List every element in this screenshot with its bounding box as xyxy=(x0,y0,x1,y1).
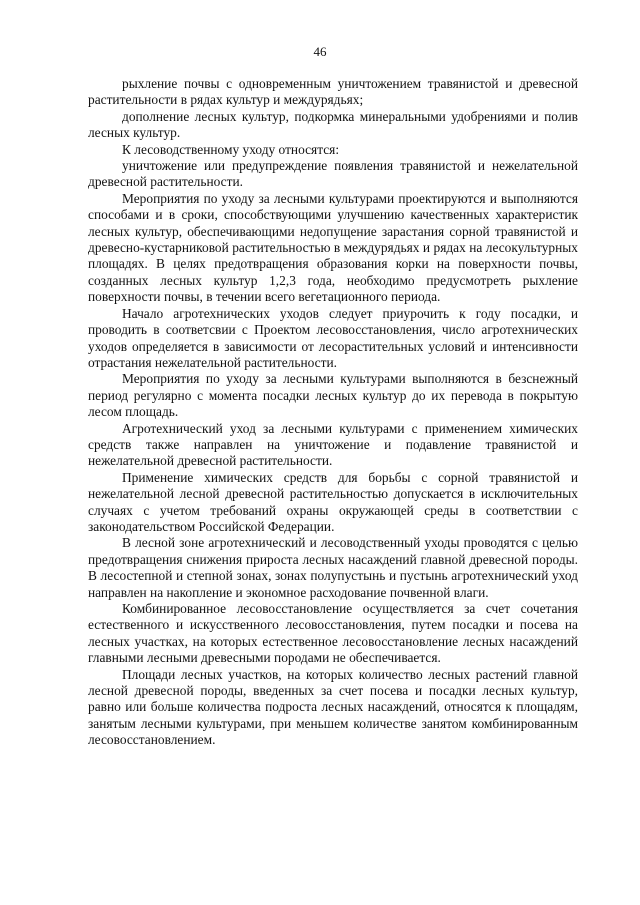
paragraph: Агротехнический уход за лесными культурами с применением химических средств также направлен на уничтожение и подавление травянистой и нежелательной древесной растительности. xyxy=(88,420,578,469)
paragraph: Начало агротехнических уходов следует приурочить к году посадки, и проводить в соответсвии с Проектом лесовосстановления, число агротехнических уходов определяется в зависимости от лесорастительных условий и интенсивности отрастания нежелательной растительности. xyxy=(88,305,578,370)
paragraph: Площади лесных участков, на которых количество лесных растений главной лесной древесной породы, введенных за счет посева и посадки лесных культур, равно или больше количества подроста лесных насаждений, относятся к площадям, занятым лесными культурами, при меньшем количестве занятом комбинированным лесовосстановлением. xyxy=(88,666,578,748)
paragraph: дополнение лесных культур, подкормка минеральными удобрениями и полив лесных культур. xyxy=(88,108,578,141)
paragraph: В лесной зоне агротехнический и лесоводственный уходы проводятся с целью предотвращения снижения прироста лесных насаждений главной древесной породы. В лесостепной и степной зонах, зонах полупустынь и пустынь агротехнический уход направлен на накопление и экономное расходование почвенной влаги. xyxy=(88,535,578,600)
paragraph: Мероприятия по уходу за лесными культурами проектируются и выполняются способами и в сроки, способствующими улучшению качественных характеристик лесных культур, обеспечивающими недопущение зарастания сорной травянистой и древесно-кустарниковой растительностью в междурядьях и рядах на лесокультурных площадях. В целях предотвращения образования корки на поверхности почвы, созданных лесных культур 1,2,3 года, необходимо предусмотреть рыхление поверхности почвы, в течении всего вегетационного периода. xyxy=(88,190,578,305)
paragraph: Применение химических средств для борьбы с сорной травянистой и нежелательной лесной древесной растительностью допускается в исключительных случаях с учетом требований охраны окружающей среды в соответствии с законодательством Российской Федерации. xyxy=(88,469,578,534)
body-text xyxy=(88,76,578,749)
paragraph: уничтожение или предупреждение появления травянистой и нежелательной древесной растительности. xyxy=(88,158,578,190)
paragraph: Комбинированное лесовосстановление осуществляется за счет сочетания естественного и искусственного лесовосстановления, путем посадки и посева на лесных участках, на которых естественное лесовосстановление лесных насаждений главными лесными древесными породами не обеспечивается. xyxy=(88,601,578,666)
paragraph: рыхление почвы с одновременным уничтожением травянистой и древесной растительности в рядах культур и междурядьях; xyxy=(88,76,578,108)
paragraph: К лесоводственному уходу относятся: xyxy=(122,141,340,157)
paragraph: Мероприятия по уходу за лесными культурами выполняются в безснежный период регулярно с момента посадки лесных культур до их перевода в покрытую лесом площадь. xyxy=(88,371,578,420)
page-number: 46 xyxy=(313,44,327,59)
